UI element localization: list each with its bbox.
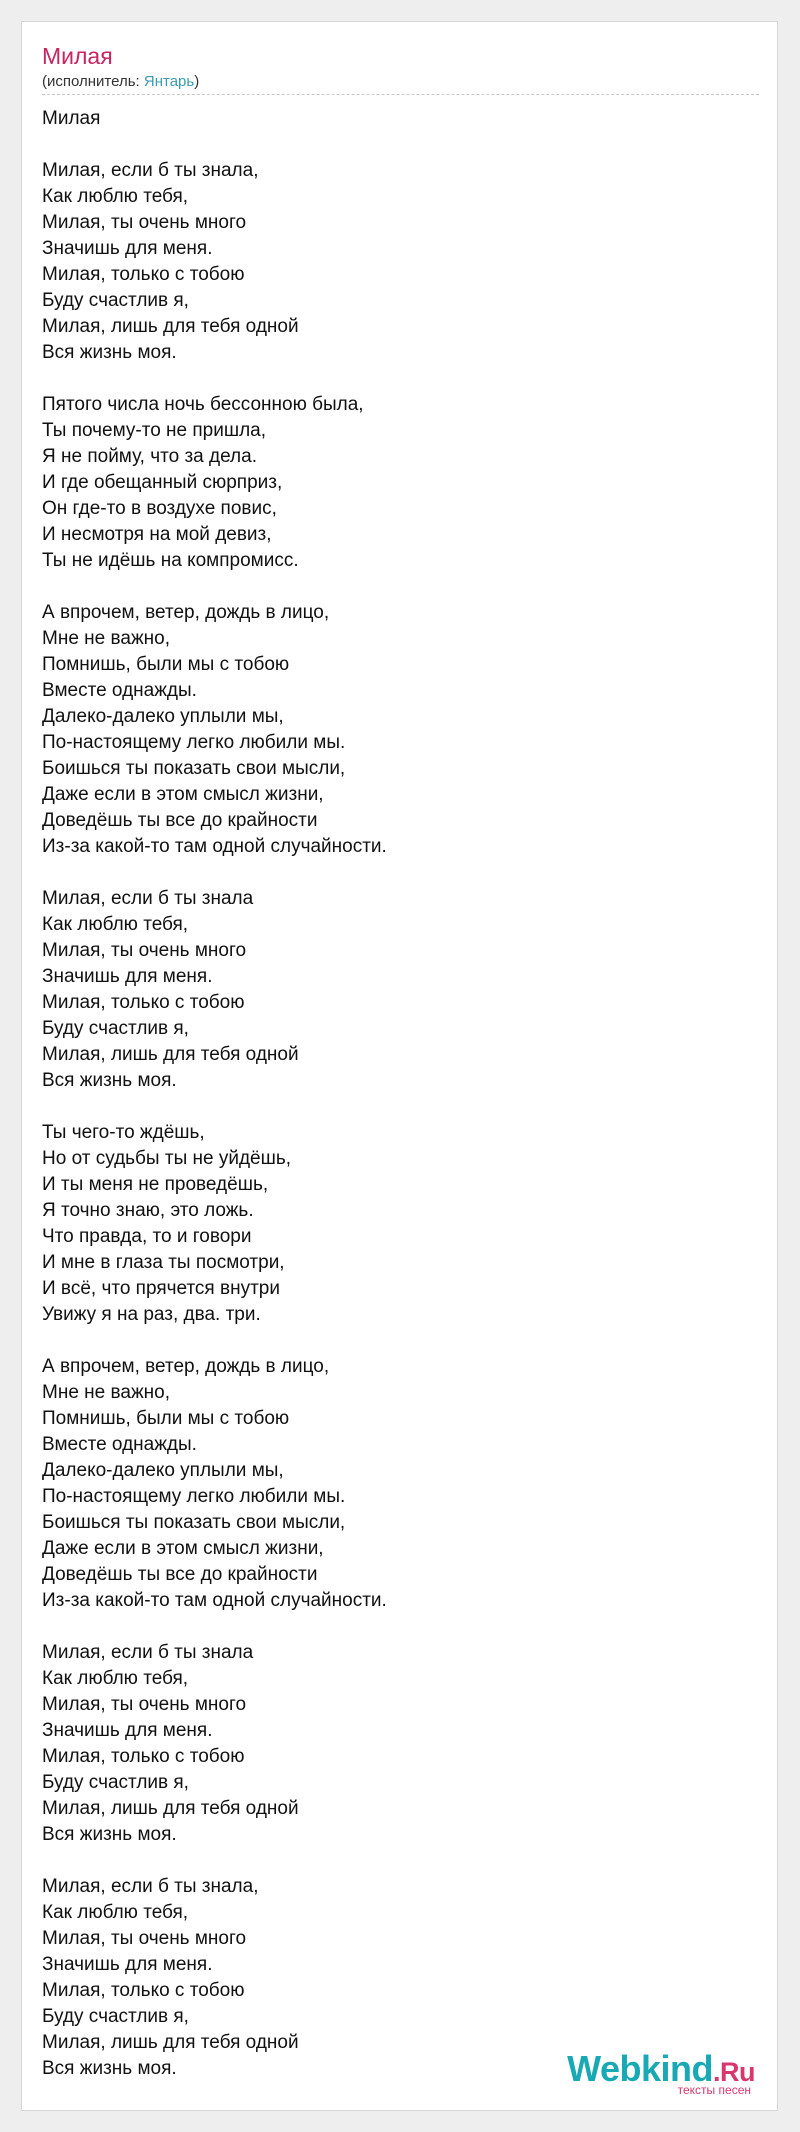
lyrics-line: Милая, если б ты знала: [42, 888, 254, 909]
artist-line: [42, 73, 199, 91]
lyrics-line: Ты не идёшь на компромисс.: [42, 550, 299, 571]
lyrics-line: Милая, лишь для тебя одной: [42, 316, 299, 337]
lyrics-line: Доведёшь ты все до крайности: [42, 1564, 318, 1585]
lyrics-line: Вся жизнь моя.: [42, 1070, 177, 1091]
lyrics-line: Вся жизнь моя.: [42, 342, 177, 363]
logo-tld: .Ru: [713, 2057, 755, 2087]
lyrics-stanza: [42, 1640, 742, 1848]
lyrics-line: Милая, только с тобою: [42, 1980, 245, 2001]
lyrics-line: Далеко-далеко уплыли мы,: [42, 1460, 284, 1481]
lyrics-line: Как люблю тебя,: [42, 1902, 189, 1923]
lyrics-line: И ты меня не проведёшь,: [42, 1174, 269, 1195]
lyrics-line: Значишь для меня.: [42, 1720, 213, 1741]
lyrics-stanza: [42, 886, 742, 1094]
lyrics-line: Увижу я на раз, два. три.: [42, 1304, 261, 1325]
lyrics-line: И мне в глаза ты посмотри,: [42, 1252, 285, 1273]
lyrics-line: Вся жизнь моя.: [42, 1824, 177, 1845]
lyrics-line: И несмотря на мой девиз,: [42, 524, 272, 545]
lyrics-line: Милая, если б ты знала,: [42, 160, 259, 181]
lyrics-line: А впрочем, ветер, дождь в лицо,: [42, 602, 330, 623]
lyrics-line: Даже если в этом смысл жизни,: [42, 1538, 324, 1559]
lyrics-line: Буду счастлив я,: [42, 1772, 189, 1793]
lyrics-card: [21, 21, 778, 2111]
lyrics-line: Значишь для меня.: [42, 966, 213, 987]
song-title: Милая: [42, 43, 113, 69]
lyrics-line: Что правда, то и говори: [42, 1226, 252, 1247]
lyrics-line: По-настоящему легко любили мы.: [42, 1486, 346, 1507]
lyrics-line: И всё, что прячется внутри: [42, 1278, 280, 1299]
logo-tagline: тексты песен: [677, 2083, 751, 2097]
lyrics-line: А впрочем, ветер, дождь в лицо,: [42, 1356, 330, 1377]
lyrics-stanza: [42, 1120, 742, 1328]
logo-brand: Webkind: [567, 2048, 713, 2089]
lyrics-line: Доведёшь ты все до крайности: [42, 810, 318, 831]
lyrics-line: Значишь для меня.: [42, 238, 213, 259]
lyrics-line: Помнишь, были мы с тобою: [42, 654, 290, 675]
lyrics-line: Ты почему-то не пришла,: [42, 420, 267, 441]
lyrics-line: Но от судьбы ты не уйдёшь,: [42, 1148, 292, 1169]
lyrics-line: Он где-то в воздухе повис,: [42, 498, 277, 519]
lyrics-line: Из-за какой-то там одной случайности.: [42, 836, 387, 857]
lyrics-line: Милая, ты очень много: [42, 1694, 247, 1715]
lyrics-line: Милая, ты очень много: [42, 212, 247, 233]
lyrics-line: Далеко-далеко уплыли мы,: [42, 706, 284, 727]
lyrics-line: По-настоящему легко любили мы.: [42, 732, 346, 753]
lyrics-line: Боишься ты показать свои мысли,: [42, 1512, 346, 1533]
lyrics-stanza: [42, 1354, 742, 1614]
lyrics-line: Значишь для меня.: [42, 1954, 213, 1975]
webkind-logo[interactable]: [567, 2048, 755, 2097]
lyrics-line: Я точно знаю, это ложь.: [42, 1200, 254, 1221]
lyrics-line: И где обещанный сюрприз,: [42, 472, 283, 493]
lyrics-line: Буду счастлив я,: [42, 1018, 189, 1039]
artist-prefix: (исполнитель:: [42, 73, 144, 90]
lyrics-heading: Милая: [42, 108, 101, 129]
lyrics-line: Милая, только с тобою: [42, 264, 245, 285]
lyrics-line: Помнишь, были мы с тобою: [42, 1408, 290, 1429]
lyrics-line: Как люблю тебя,: [42, 186, 189, 207]
lyrics-line: Боишься ты показать свои мысли,: [42, 758, 346, 779]
lyrics-line: Вместе однажды.: [42, 1434, 197, 1455]
lyrics-line: Милая, лишь для тебя одной: [42, 1798, 299, 1819]
lyrics-line: Милая, только с тобою: [42, 1746, 245, 1767]
lyrics-line: Буду счастлив я,: [42, 2006, 189, 2027]
lyrics-line: Милая, только с тобою: [42, 992, 245, 1013]
lyrics-line: Я не пойму, что за дела.: [42, 446, 257, 467]
lyrics-line: Ты чего-то ждёшь,: [42, 1122, 205, 1143]
lyrics-line: Вся жизнь моя.: [42, 2058, 177, 2079]
lyrics-line: Пятого числа ночь бессонною была,: [42, 394, 364, 415]
lyrics-stanza: [42, 392, 742, 574]
logo-wordmark: [567, 2048, 755, 2089]
dashed-divider: [42, 94, 759, 95]
lyrics-line: Милая, ты очень много: [42, 940, 247, 961]
lyrics-line: Даже если в этом смысл жизни,: [42, 784, 324, 805]
lyrics-line: Милая, лишь для тебя одной: [42, 2032, 299, 2053]
stanza-list: [42, 158, 742, 2082]
lyrics-line: Как люблю тебя,: [42, 914, 189, 935]
lyrics-body: [42, 106, 742, 2108]
lyrics-line: Как люблю тебя,: [42, 1668, 189, 1689]
lyrics-line: Вместе однажды.: [42, 680, 197, 701]
lyrics-line: Буду счастлив я,: [42, 290, 189, 311]
lyrics-line: Из-за какой-то там одной случайности.: [42, 1590, 387, 1611]
artist-suffix: ): [194, 73, 200, 90]
lyrics-line: Мне не важно,: [42, 628, 170, 649]
lyrics-line: Милая, лишь для тебя одной: [42, 1044, 299, 1065]
lyrics-line: Милая, ты очень много: [42, 1928, 247, 1949]
lyrics-line: Мне не важно,: [42, 1382, 170, 1403]
artist-link[interactable]: Янтарь: [143, 73, 195, 90]
lyrics-line: Милая, если б ты знала,: [42, 1876, 259, 1897]
lyrics-stanza: [42, 600, 742, 860]
lyrics-line: Милая, если б ты знала: [42, 1642, 254, 1663]
lyrics-stanza: [42, 158, 742, 366]
